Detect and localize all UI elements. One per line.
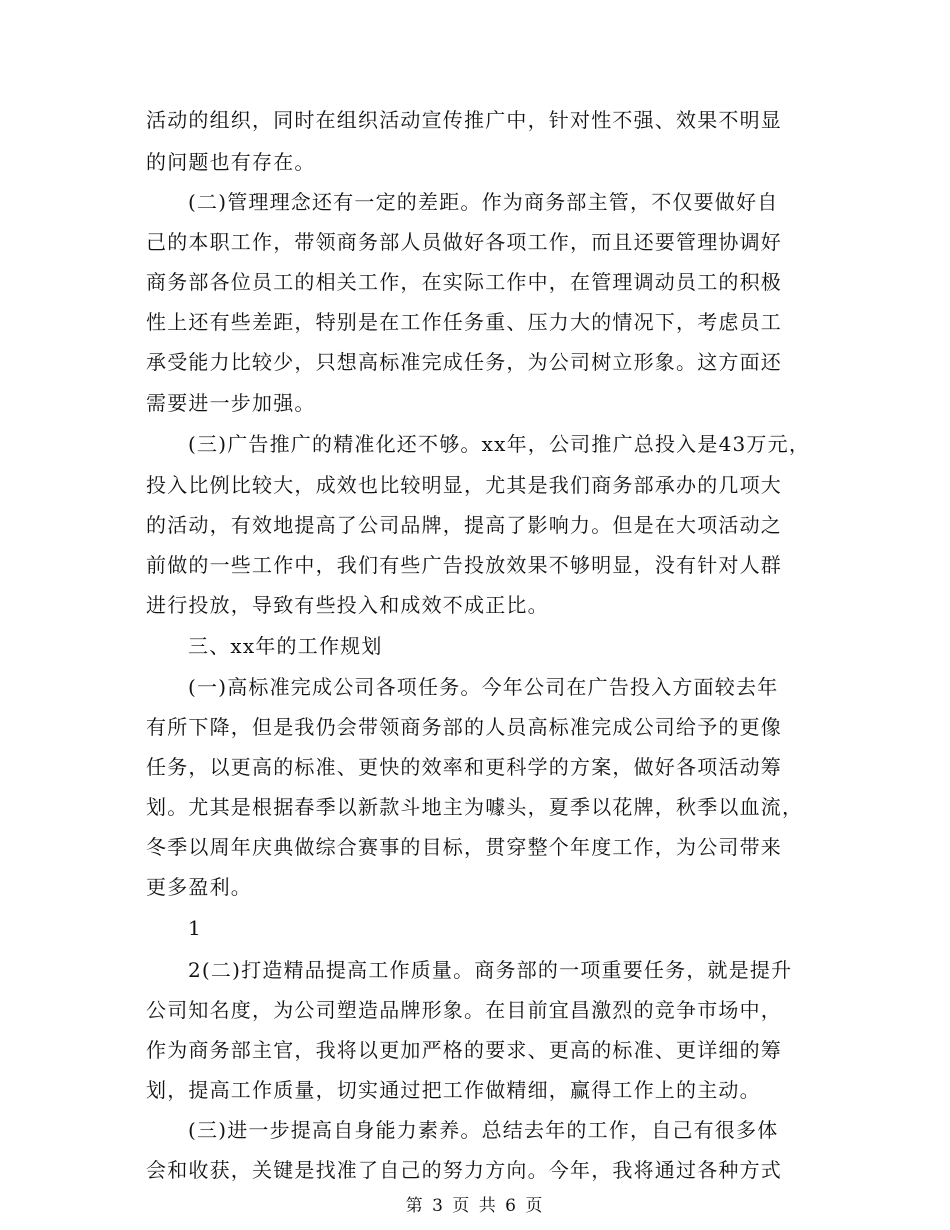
- paragraph-line: 进行投放，导致有些投入和成效不成正比。: [146, 593, 549, 617]
- paragraph-line: 需要进一步加强。: [146, 391, 316, 415]
- paragraph-line: 作为商务部主官，我将以更加严格的要求、更高的标准、更详细的筹: [146, 1038, 782, 1062]
- paragraph-line: (一)高标准完成公司各项任务。今年公司在广告投入方面较去年: [188, 675, 779, 699]
- paragraph-line: 冬季以周年庆典做综合赛事的目标，贯穿整个年度工作，为公司带来: [146, 835, 782, 859]
- paragraph-line: 任务，以更高的标准、更快的效率和更科学的方案，做好各项活动筹: [146, 755, 782, 779]
- paragraph-line: 前做的一些工作中，我们有些广告投放效果不够明显，没有针对人群: [146, 553, 782, 577]
- paragraph-line: 划。尤其是根据春季以新款斗地主为噱头，夏季以花牌，秋季以血流，: [146, 795, 804, 819]
- paragraph-line: (三)进一步提高自身能力素养。总结去年的工作，自己有很多体: [188, 1118, 779, 1142]
- section-heading: 三、xx年的工作规划: [188, 634, 383, 658]
- inline-page-number: 1: [188, 916, 202, 940]
- paragraph-line: 更多盈利。: [146, 875, 252, 899]
- page-footer: 第 3 页 共 6 页: [405, 1196, 545, 1216]
- paragraph-line: 2(二)打造精品提高工作质量。商务部的一项重要任务，就是提升: [188, 958, 793, 982]
- paragraph-line: 活动的组织，同时在组织活动宣传推广中，针对性不强、效果不明显: [146, 108, 782, 132]
- paragraph-line: 公司知名度，为公司塑造品牌形象。在目前宜昌激烈的竞争市场中，: [146, 998, 782, 1022]
- paragraph-line: 己的本职工作，带领商务部人员做好各项工作，而且还要管理协调好: [146, 230, 782, 254]
- paragraph-line: (二)管理理念还有一定的差距。作为商务部主管，不仅要做好自: [188, 190, 779, 214]
- paragraph-line: 性上还有些差距，特别是在工作任务重、压力大的情况下，考虑员工: [146, 310, 782, 334]
- paragraph-line: 划，提高工作质量，切实通过把工作做精细，赢得工作上的主动。: [146, 1078, 761, 1102]
- paragraph-line: 的问题也有存在。: [146, 150, 316, 174]
- paragraph-line: 投入比例比较大，成效也比较明显，尤其是我们商务部承办的几项大: [146, 473, 782, 497]
- paragraph-line: (三)广告推广的精准化还不够。xx年，公司推广总投入是43万元，: [188, 432, 811, 456]
- paragraph-line: 商务部各位员工的相关工作，在实际工作中，在管理调动员工的积极: [146, 270, 782, 294]
- paragraph-line: 会和收获，关键是找准了自己的努力方向。今年，我将通过各种方式: [146, 1158, 782, 1182]
- paragraph-line: 承受能力比较少，只想高标准完成任务，为公司树立形象。这方面还: [146, 350, 782, 374]
- paragraph-line: 的活动，有效地提高了公司品牌，提高了影响力。但是在大项活动之: [146, 513, 782, 537]
- paragraph-line: 有所下降，但是我仍会带领商务部的人员高标准完成公司给予的更像: [146, 715, 782, 739]
